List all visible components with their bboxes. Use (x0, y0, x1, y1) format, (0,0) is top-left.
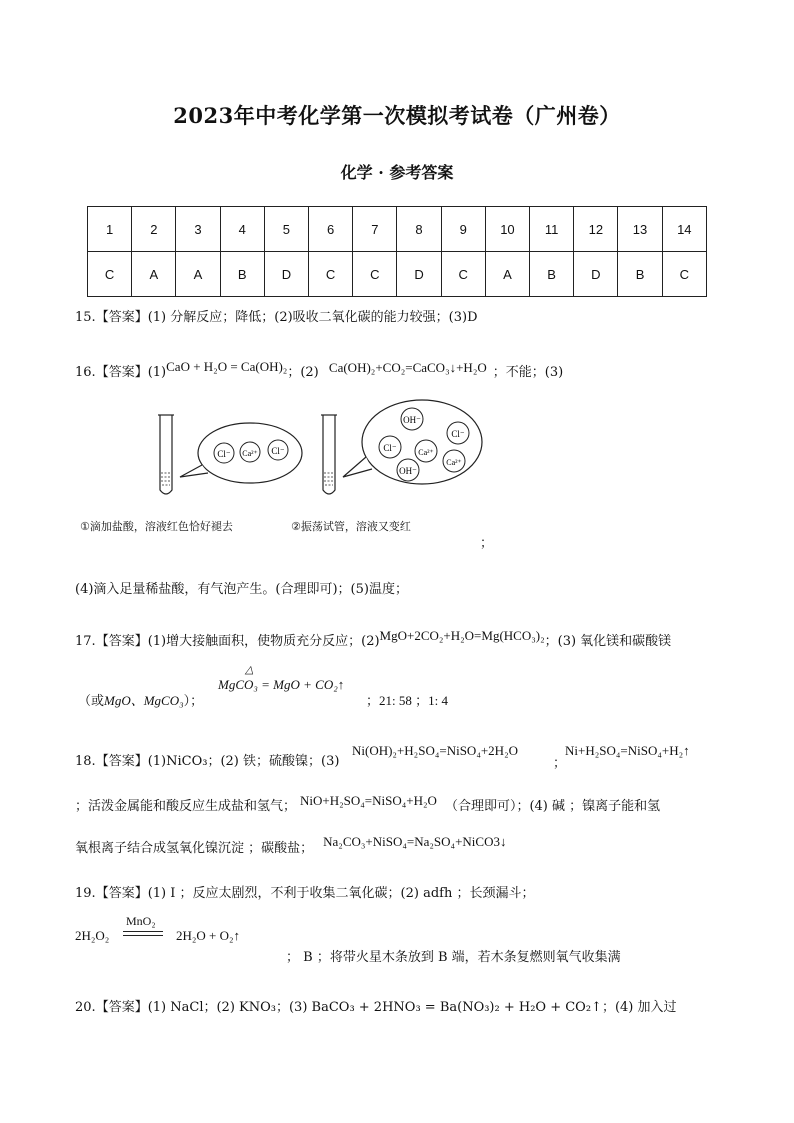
question-number-cell: 3 (176, 207, 220, 252)
answer-18-line2 (75, 795, 660, 814)
question-number: 18. (75, 754, 96, 769)
answer-cell: D (397, 252, 441, 297)
answer-text: （或 (78, 694, 105, 709)
answer-text: (1) 分解反应；降低；(2)吸收二氧化碳的能力较强；(3)D (147, 310, 478, 325)
separator: ； (480, 536, 494, 551)
answer-20 (75, 996, 677, 1015)
question-number: 17. (75, 634, 96, 649)
answer-cell: D (264, 252, 308, 297)
diagram-caption-2: ②振荡试管，溶液又变红 (291, 520, 411, 533)
ion-label: OH⁻ (399, 466, 417, 476)
answer-cell: A (132, 252, 176, 297)
test-tube-2 (321, 415, 337, 494)
ion-label: Ca²⁺ (242, 449, 258, 458)
diagram-caption-1: ①滴加盐酸，溶液红色恰好褪去 (80, 520, 233, 533)
question-number: 16. (75, 365, 96, 380)
question-number-cell: 8 (397, 207, 441, 252)
answer-cell: A (485, 252, 529, 297)
part-label: (1) (147, 365, 167, 380)
separator: ；(2) (287, 365, 319, 380)
ion-label: OH⁻ (403, 415, 421, 425)
answer-15 (75, 306, 478, 325)
question-number: 19. (75, 886, 96, 901)
answer-18 (75, 750, 339, 769)
answer-text: (1) Ⅰ ；反应太剧烈，不利于收集二氧化碳；(2) adfh ；长颈漏斗； (147, 886, 535, 901)
reaction-arrow (123, 931, 163, 936)
question-number-cell: 13 (618, 207, 662, 252)
equation: Ni+H₂SO₄=NiSO₄+H₂↑ (565, 743, 690, 758)
answer-tag: 【答案】 (95, 310, 148, 325)
answer-16 (75, 361, 563, 380)
equation: Ni(OH)₂+H₂SO₄=NiSO₄+2H₂O (352, 743, 518, 758)
answer-cell: C (353, 252, 397, 297)
equation: Na₂CO₃+NiSO₄=Na₂SO₄+NiCO3↓ (323, 834, 507, 849)
equation: CaO + H₂O = Ca(OH)₂ (166, 359, 288, 374)
equation-rhs: 2H₂O + O₂↑ (176, 928, 241, 943)
question-number-cell: 7 (353, 207, 397, 252)
answer-row (88, 252, 707, 297)
answer-cell: A (176, 252, 220, 297)
answer-17 (75, 630, 671, 649)
ion-label: Cl⁻ (383, 443, 397, 453)
question-number-cell: 12 (574, 207, 618, 252)
separator: ； (553, 756, 567, 771)
answer-cell: B (530, 252, 574, 297)
page-title: 2023年中考化学第一次模拟考试卷（广州卷） (173, 103, 621, 128)
question-number-cell: 2 (132, 207, 176, 252)
answer-cell: B (220, 252, 264, 297)
answer-tag: 【答案】 (95, 1000, 148, 1015)
answer-text: (1) NaCl；(2) KNO₃；(3) BaCO₃ + 2HNO₃ = Ba(NO₃)₂ + H₂O + CO₂↑；(4) 加入过 (147, 1000, 677, 1015)
equation-lhs: 2H₂O₂ (75, 928, 110, 943)
question-number-cell: 9 (441, 207, 485, 252)
answer-cell: D (574, 252, 618, 297)
ion-diagram (150, 395, 490, 505)
answer-tag: 【答案】 (95, 634, 148, 649)
question-number-cell: 1 (88, 207, 132, 252)
question-number: 15. (75, 310, 96, 325)
question-number-cell: 10 (485, 207, 529, 252)
answer-cell: C (662, 252, 706, 297)
answer-19 (75, 882, 534, 901)
delta-symbol: △ (245, 664, 254, 676)
ion-label: Ca²⁺ (418, 448, 434, 457)
ratio-text: ；21: 58 ；1: 4 (366, 693, 448, 708)
question-number-cell: 11 (530, 207, 574, 252)
question-number: 20. (75, 1000, 96, 1015)
answer-tag: 【答案】 (95, 886, 148, 901)
answer-cell: C (441, 252, 485, 297)
ion-label: Ca²⁺ (446, 458, 462, 467)
ion-bubble-1 (180, 423, 302, 483)
equation: MgCO₃ = MgO + CO₂↑ (218, 677, 345, 692)
answer-text: 氧根离子结合成氢氧化镍沉淀 ；碳酸盐； (75, 841, 314, 856)
answer-tag: 【答案】 (95, 754, 148, 769)
answer-table (87, 206, 707, 297)
question-number-cell: 4 (220, 207, 264, 252)
page-subtitle: 化学 · 参考答案 (340, 163, 454, 182)
test-tube-1 (158, 415, 174, 494)
ion-label: Cl⁻ (217, 449, 231, 459)
answer-text: （合理即可）；(4) 碱 ；镍离子能和氢 (444, 799, 661, 814)
question-number-cell: 5 (264, 207, 308, 252)
catalyst-label: MnO₂ (126, 914, 156, 928)
answer-text: ）； (183, 694, 204, 709)
answer-text: (1)NiCO₃；(2) 铁；硫酸镍；(3) (147, 754, 340, 769)
answer-19-line2: ； B ；将带火星木条放到 B 端，若木条复燃则氧气收集满 (286, 950, 621, 965)
answer-cell: B (618, 252, 662, 297)
answer-cell: C (88, 252, 132, 297)
equation: MgO+2CO₂+H₂O=Mg(HCO₃)₂ (379, 628, 545, 643)
answer-text: ；不能；(3) (492, 365, 564, 380)
formula: MgO、MgCO₃ (104, 693, 184, 708)
equation: Ca(OH)₂+CO₂=CaCO₃↓+H₂O (328, 360, 487, 375)
answer-text: ；(3) 氧化镁和碳酸镁 (544, 634, 672, 649)
ion-label: Cl⁻ (271, 446, 285, 456)
answer-tag: 【答案】 (95, 365, 148, 380)
answer-cell: C (309, 252, 353, 297)
answer-text: ；活泼金属能和酸反应生成盐和氢气； (75, 799, 297, 814)
question-number-cell: 14 (662, 207, 706, 252)
equation: NiO+H₂SO₄=NiSO₄+H₂O (300, 793, 437, 808)
answer-text: (1)增大接触面积，使物质充分反应；(2) (147, 634, 380, 649)
question-number-cell: 6 (309, 207, 353, 252)
question-number-row (88, 207, 707, 252)
ion-bubble-2 (343, 400, 482, 484)
answer-16-continued: (4)滴入足量稀盐酸，有气泡产生。(合理即可)；(5)温度； (75, 582, 408, 597)
answer-18-line3 (75, 834, 507, 856)
answer-17-line2 (78, 690, 203, 709)
ion-label: Cl⁻ (451, 429, 465, 439)
